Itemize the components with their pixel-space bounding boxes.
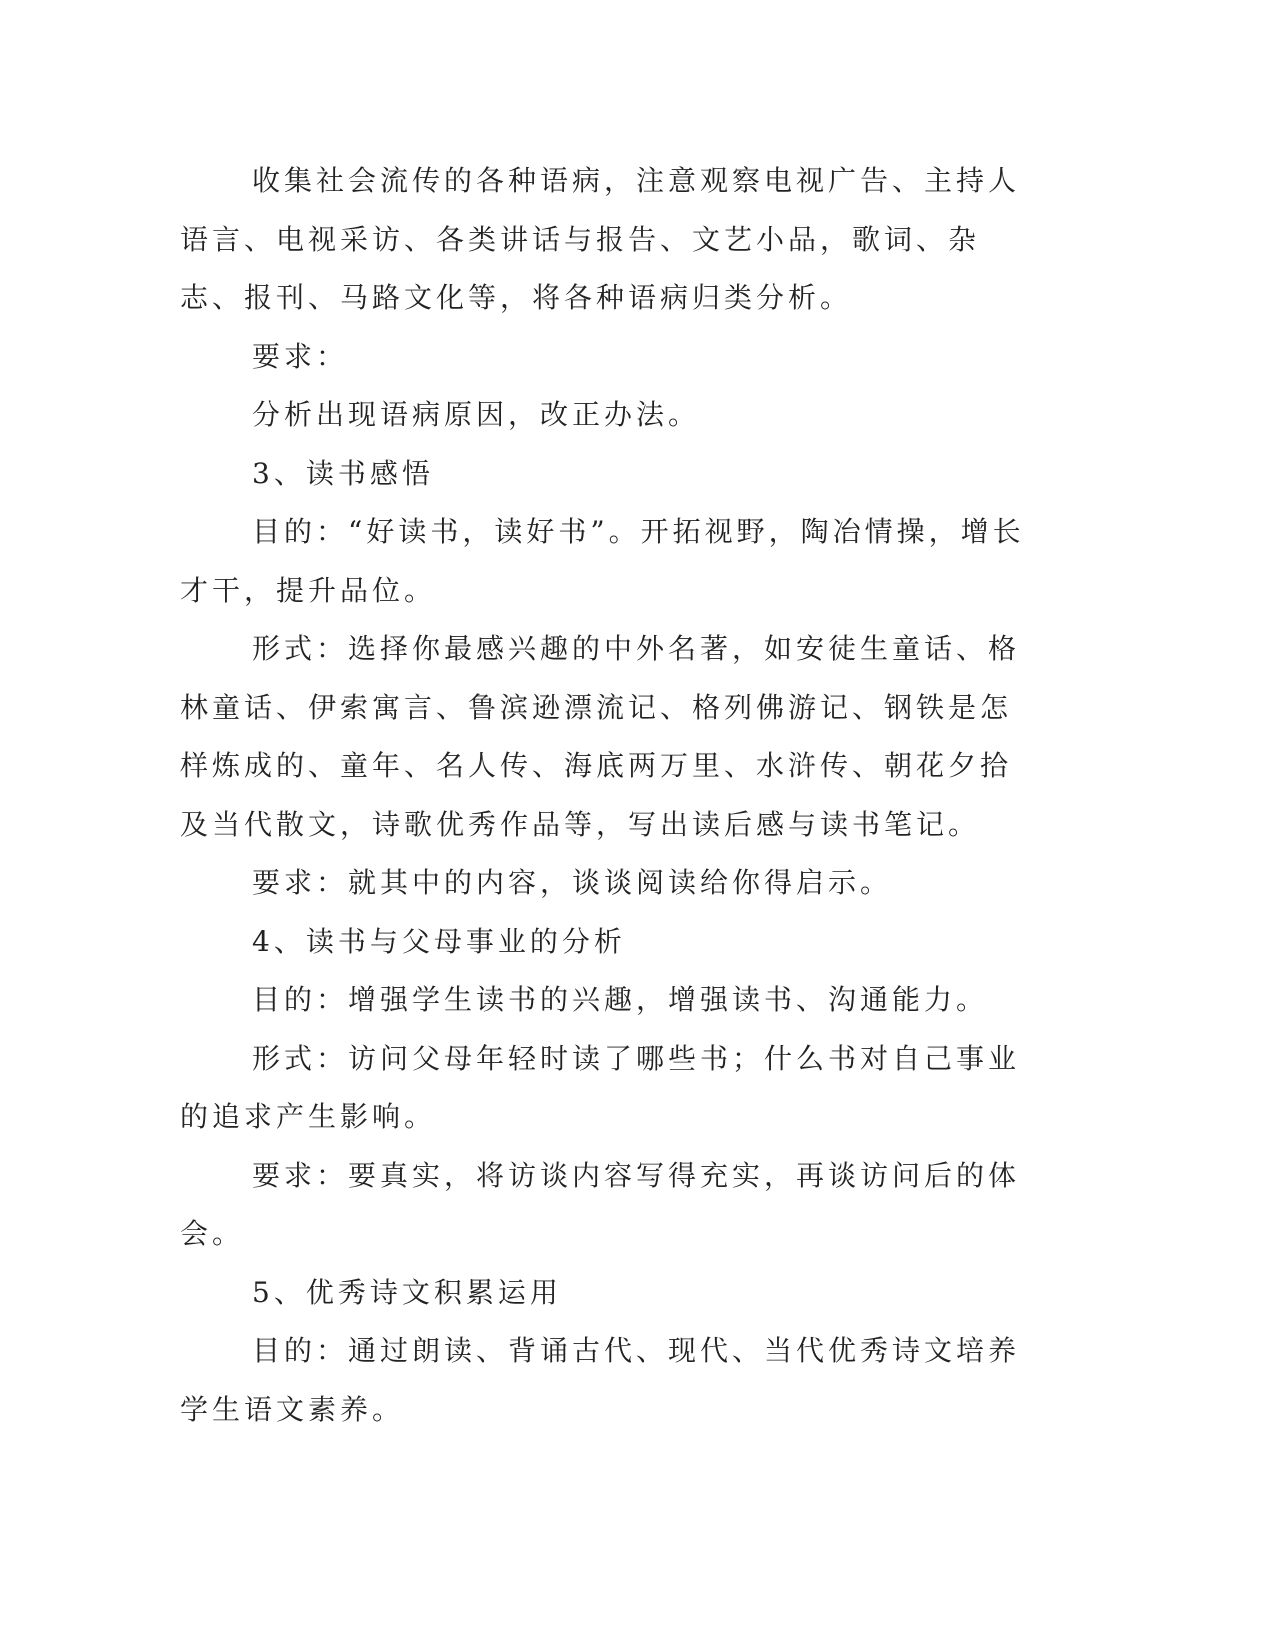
paragraph-parents-requirement: 要求：要真实，将访谈内容写得充实，再谈访问后的体会。: [180, 1158, 1021, 1250]
paragraph-reading-requirement: 要求：就其中的内容，谈谈阅读给你得启示。: [252, 866, 893, 899]
paragraph-poetry-purpose: 目的：通过朗读、背诵古代、现代、当代优秀诗文培养学生语文素养。: [180, 1334, 1021, 1426]
paragraph-analysis: 分析出现语病原因，改正办法。: [252, 398, 701, 431]
paragraph-reading-purpose: 目的：“好读书，读好书”。开拓视野，陶冶情操，增长才干，提升品位。: [180, 515, 1025, 607]
section-heading-parents-career: 4、读书与父母事业的分析: [252, 924, 626, 958]
paragraph-collect-errors: 收集社会流传的各种语病，注意观察电视广告、主持人语言、电视采访、各类讲话与报告、文艺小品，歌词、杂志、报刊、马路文化等，将各种语病归类分析。: [180, 164, 1021, 314]
document-body: [180, 152, 1040, 1439]
paragraph-parents-purpose: 目的：增强学生读书的兴趣，增强读书、沟通能力。: [252, 983, 989, 1016]
paragraph-requirement-heading: 要求：: [252, 339, 349, 373]
section-heading-reading-insights: 3、读书感悟: [252, 456, 434, 490]
paragraph-parents-form: 形式：访问父母年轻时读了哪些书；什么书对自己事业的追求产生影响。: [180, 1041, 1021, 1133]
paragraph-reading-form: 形式：选择你最感兴趣的中外名著，如安徒生童话、格林童话、伊索寓言、鲁滨逊漂流记、格列佛游记、钢铁是怎样炼成的、童年、名人传、海底两万里、水浒传、朝花夕拾及当代散文，诗歌优秀作品等，写出读后感与读书笔记。: [180, 632, 1021, 841]
section-heading-poetry: 5、优秀诗文积累运用: [252, 1275, 562, 1309]
